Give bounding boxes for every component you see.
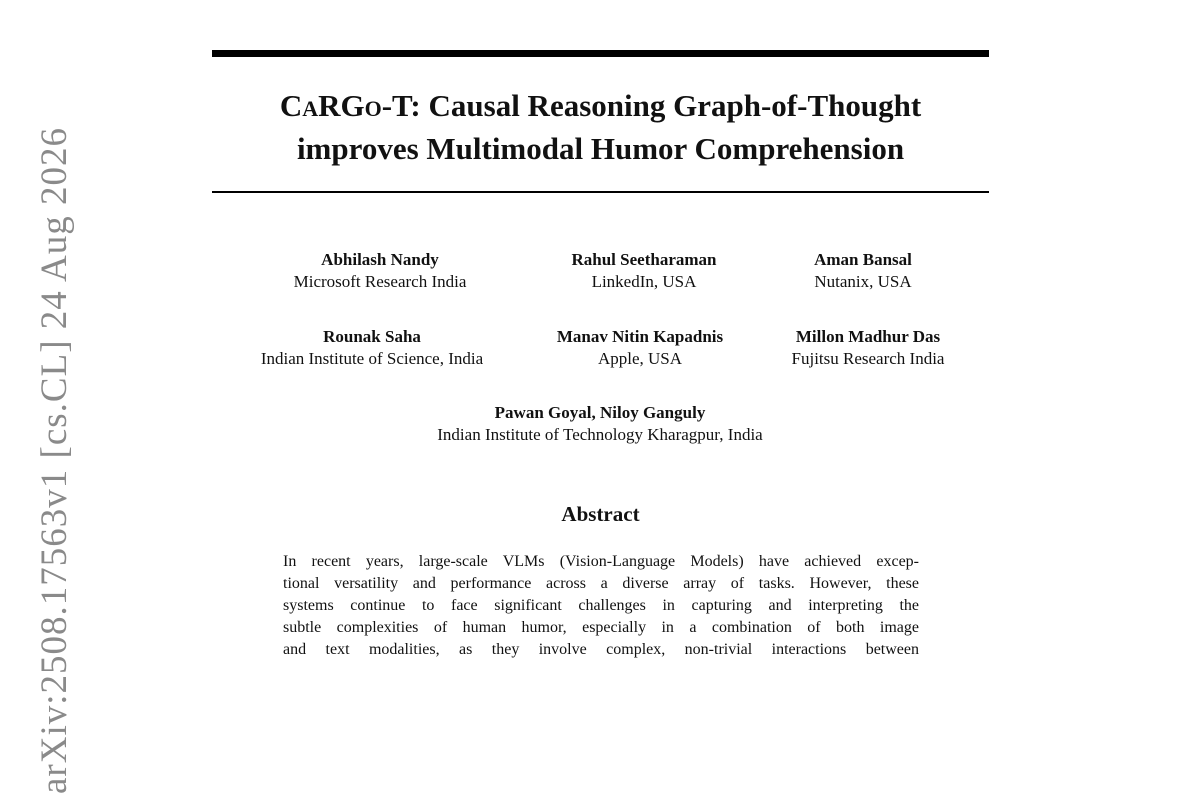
abstract-line: tional versatility and performance across a diverse array of tasks. However, these: [283, 575, 919, 592]
title-line-2: improves Multimodal Humor Comprehension: [296, 131, 905, 166]
abstract-text: [283, 551, 919, 661]
author-affiliation: Indian Institute of Science, India: [260, 349, 484, 368]
author-name: Manav Nitin Kapadnis: [556, 327, 724, 346]
author-name: Pawan Goyal, Niloy Ganguly: [494, 403, 706, 422]
author-block: [380, 402, 820, 446]
abstract-line: and text modalities, as they involve complex, non-trivial interactions between: [283, 641, 919, 658]
author-name: Rounak Saha: [323, 327, 421, 346]
author-affiliation: Indian Institute of Technology Kharagpur, India: [437, 425, 763, 444]
author-block: [773, 249, 953, 293]
author-block: [232, 326, 512, 370]
author-block: [530, 326, 750, 370]
paper-title: [212, 86, 989, 169]
author-name: Abhilash Nandy: [321, 250, 439, 269]
arxiv-side-stamp: arXiv:2508.17563v1 [cs.CL] 24 Aug 2026: [34, 127, 75, 794]
author-affiliation: Apple, USA: [597, 349, 683, 368]
abstract-line: systems continue to face significant challenges in capturing and interpreting the: [283, 597, 919, 614]
abstract-line: In recent years, large-scale VLMs (Vision-Language Models) have achieved excep-: [283, 553, 919, 570]
author-name: Millon Madhur Das: [795, 327, 941, 346]
abstract-heading: Abstract: [561, 502, 640, 526]
title-line-1: CARGO-T: Causal Reasoning Graph-of-Thought: [279, 88, 922, 123]
author-affiliation: Fujitsu Research India: [791, 349, 945, 368]
author-block: [768, 326, 968, 370]
author-name: Rahul Seetharaman: [571, 250, 717, 269]
author-name: Aman Bansal: [814, 250, 912, 269]
author-block: [260, 249, 500, 293]
abstract-line: subtle complexities of human humor, especially in a combination of both image: [283, 619, 919, 636]
author-affiliation: Microsoft Research India: [293, 272, 467, 291]
bottom-rule: [212, 191, 989, 193]
author-block: [534, 249, 754, 293]
author-affiliation: Nutanix, USA: [814, 272, 912, 291]
top-rule: [212, 50, 989, 57]
author-affiliation: LinkedIn, USA: [591, 272, 697, 291]
